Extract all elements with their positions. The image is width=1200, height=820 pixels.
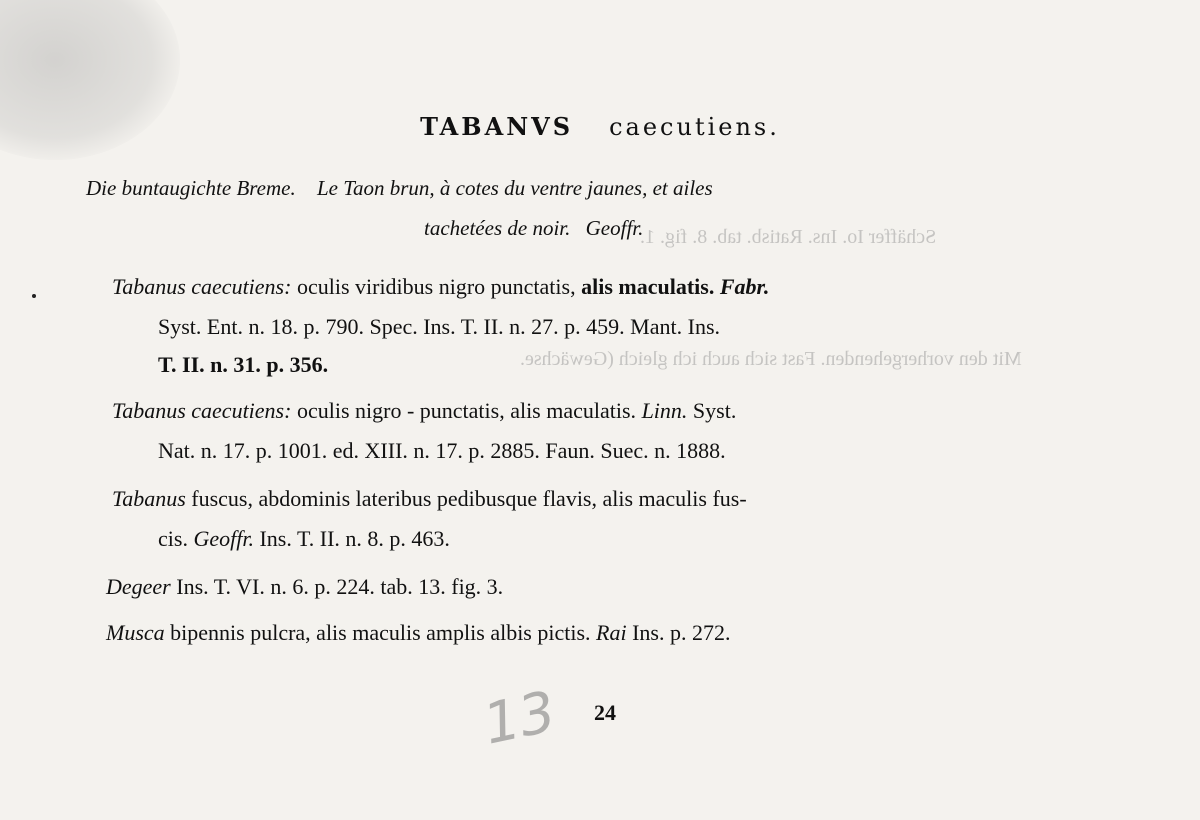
entry-text-segment: Ins. p. 272. bbox=[626, 620, 731, 645]
entry-text-segment: cis. bbox=[158, 526, 194, 551]
entry-text-segment: Ins. T. VI. n. 6. p. 224. tab. 13. fig. 3. bbox=[170, 574, 504, 599]
entry-text-segment: oculis nigro - punctatis, alis maculatis. bbox=[291, 398, 642, 423]
entry-text-segment: Rai bbox=[596, 620, 627, 645]
entry-text-segment: Tabanus bbox=[112, 486, 186, 511]
entry-text-segment: Linn. bbox=[641, 398, 688, 423]
entry-text-segment: alis maculatis. bbox=[581, 274, 715, 299]
entry-1-line-1 bbox=[112, 274, 769, 300]
entry-3-line-2 bbox=[158, 526, 450, 552]
entry-text-segment: Degeer bbox=[106, 574, 171, 599]
common-names-line-1 bbox=[86, 176, 713, 201]
species-name: caecutiens. bbox=[609, 113, 780, 141]
french-common-name-cont: tachetées de noir. bbox=[424, 216, 571, 240]
bleed-through-text: Mit den vorhergehenden. Fast sich auch ich gleich (Gewächse. bbox=[520, 348, 1022, 370]
entry-1-line-2 bbox=[158, 314, 720, 340]
bleed-through-text: Schäffer Io. Ins. Ratisb. tab. 8. fig. 1. bbox=[640, 226, 937, 248]
entry-text-segment: T. II. n. 31. p. 356. bbox=[158, 352, 329, 377]
entry-2-line-1 bbox=[112, 398, 736, 424]
entry-text-segment: Nat. n. 17. p. 1001. ed. XIII. n. 17. p. 2885. Faun. Suec. n. 1888. bbox=[158, 438, 726, 463]
entry-text-segment: Musca bbox=[106, 620, 165, 645]
margin-dot bbox=[32, 294, 36, 298]
entry-2-line-2 bbox=[158, 438, 726, 464]
entry-3-line-1 bbox=[112, 486, 747, 512]
french-common-name: Le Taon brun, à cotes du ventre jaunes, et ailes bbox=[317, 176, 713, 200]
entry-5-line-1 bbox=[106, 620, 730, 646]
entry-text-segment: Ins. T. II. n. 8. p. 463. bbox=[253, 526, 450, 551]
entry-text-segment: oculis viridibus nigro punctatis, bbox=[291, 274, 582, 299]
common-names-line-2 bbox=[424, 216, 643, 241]
german-common-name: Die buntaugichte Breme. bbox=[86, 176, 296, 200]
entry-text-segment: Fabr. bbox=[719, 274, 770, 299]
page-number: 24 bbox=[594, 700, 616, 725]
entry-text-segment: Geoffr. bbox=[193, 526, 254, 551]
entry-4-line-1 bbox=[106, 574, 503, 600]
entry-text-segment: Tabanus caecutiens: bbox=[112, 274, 292, 299]
entry-text-segment: Syst. bbox=[687, 398, 737, 423]
entry-1-line-3 bbox=[158, 352, 328, 378]
entry-text-segment: bipennis pulcra, alis maculis amplis albis pictis. bbox=[164, 620, 597, 645]
entry-text-segment: Tabanus caecutiens: bbox=[112, 398, 292, 423]
pencil-number: 13 bbox=[478, 679, 562, 758]
genus-name: TABANVS bbox=[420, 112, 574, 141]
page-title bbox=[0, 112, 1200, 141]
entry-text-segment: Syst. Ent. n. 18. p. 790. Spec. Ins. T. II. n. 27. p. 459. Mant. Ins. bbox=[158, 314, 720, 339]
geoffroy-citation: Geoffr. bbox=[585, 216, 644, 240]
entry-text-segment: fuscus, abdominis lateribus pedibusque flavis, alis maculis fus- bbox=[185, 486, 747, 511]
